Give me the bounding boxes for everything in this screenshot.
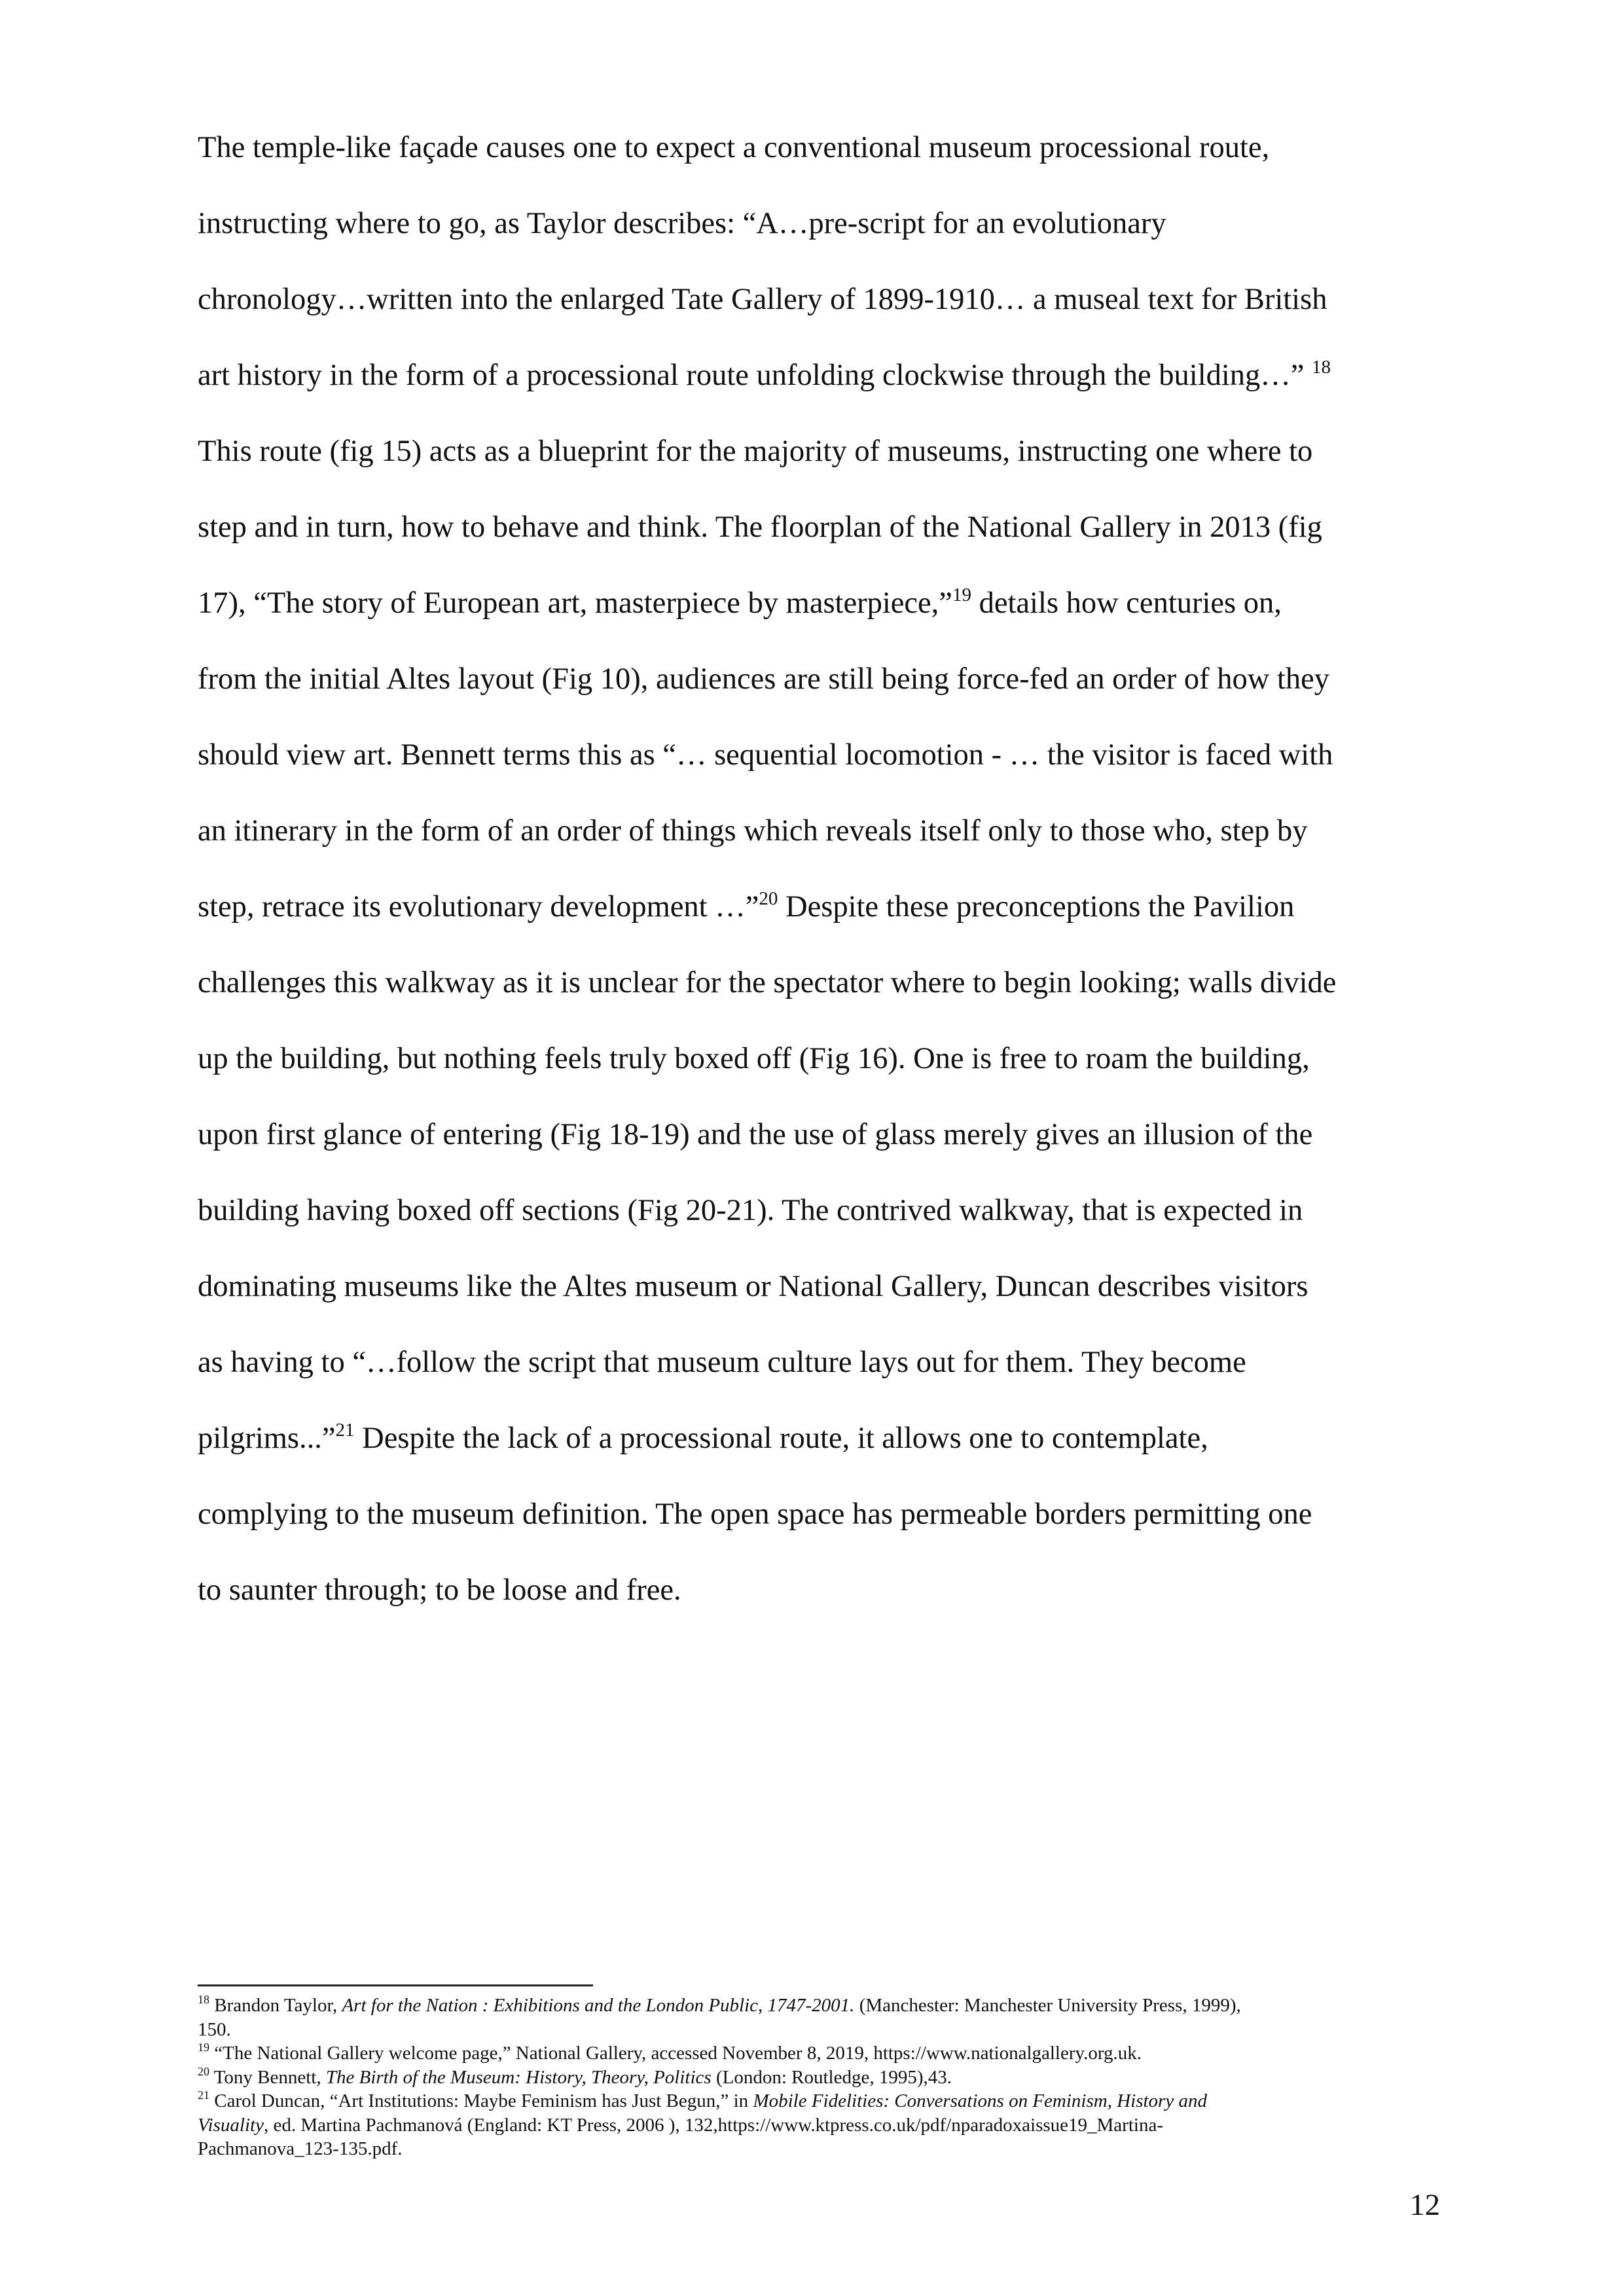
footnote-separator: [198, 1984, 593, 1986]
footnote-ref-21: 21: [335, 1420, 355, 1441]
body-line: chronology…written into the enlarged Tate Gallery of 1899-1910… a museal text for British: [198, 283, 1327, 316]
body-line: instructing where to go, as Taylor describes: “A…pre-script for an evolutionary: [198, 207, 1166, 240]
footnote-18: $^{18}$ Brandon Taylor, Art for the Nation : Exhibitions and the London Public, 1747-2001. (Manchester: Manchester University Press, 1999),: [198, 1993, 1241, 2016]
body-line: pilgrims...”$^{21}$ Despite the lack of a processional route, it allows one to contemplate,: [198, 1420, 1208, 1455]
body-line: as having to “…follow the script that museum culture lays out for them. They become: [198, 1346, 1246, 1379]
footnote-19: $^{19}$ “The National Gallery welcome page,” National Gallery, accessed November 8, 2019, https://www.nationalgallery.org.uk.: [198, 2041, 1142, 2064]
footnote-ref-18: 18: [1312, 357, 1331, 378]
footnote-18-continued: 150.: [198, 2018, 231, 2040]
body-line: The temple-like façade causes one to expect a conventional museum processional route,: [198, 131, 1270, 164]
footnote-21-continued: Visuality, ed. Martina Pachmanová (England: KT Press, 2006 ), 132,https://www.ktpress.co.uk/pdf/nparadoxaissue19_Martina-: [198, 2114, 1163, 2136]
body-line: step, retrace its evolutionary development …”$^{20}$ Despite these preconceptions the Pavilion: [198, 888, 1295, 924]
body-line: step and in turn, how to behave and think. The floorplan of the National Gallery in 2013 (fig: [198, 511, 1322, 544]
body-line: an itinerary in the form of an order of things which reveals itself only to those who, step by: [198, 814, 1308, 848]
footnote-21-continued: Pachmanova_123-135.pdf.: [198, 2138, 403, 2159]
footnote-ref-20: 20: [759, 888, 778, 909]
page-number: 12: [1409, 2189, 1440, 2222]
body-line: dominating museums like the Altes museum or National Gallery, Duncan describes visitors: [198, 1270, 1308, 1303]
body-text: [198, 110, 1441, 1628]
body-line: complying to the museum definition. The open space has permeable borders permitting one: [198, 1498, 1312, 1531]
footnote-number: 21: [198, 2089, 209, 2102]
footnote-number: 19: [198, 2041, 209, 2054]
body-line: to saunter through; to be loose and free.: [198, 1573, 681, 1607]
footnote-ref-19: 19: [952, 584, 971, 605]
body-line: from the initial Altes layout (Fig 10), audiences are still being force-fed an order of how they: [198, 662, 1330, 696]
footnote-21: $^{21}$ Carol Duncan, “Art Institutions: Maybe Feminism has Just Begun,” in Mobile Fidelities: Conversations on Feminism, History and: [198, 2089, 1207, 2111]
body-line: 17), “The story of European art, masterpiece by masterpiece,”$^{19}$ details how centuries on,: [198, 584, 1282, 620]
footnote-20: $^{20}$ Tony Bennett, The Birth of the Museum: History, Theory, Politics (London: Routledge, 1995),43.: [198, 2064, 952, 2088]
body-line: art history in the form of a processional route unfolding clockwise through the building…” $^{18}$: [198, 357, 1331, 392]
footnote-number: 20: [198, 2064, 209, 2078]
footnotes: [198, 1994, 1441, 2161]
footnote-number: 18: [198, 1993, 209, 2006]
body-line: up the building, but nothing feels truly boxed off (Fig 16). One is free to roam the building,: [198, 1042, 1310, 1075]
body-line: building having boxed off sections (Fig 20-21). The contrived walkway, that is expected in: [198, 1194, 1303, 1227]
body-line: challenges this walkway as it is unclear for the spectator where to begin looking; walls divide: [198, 966, 1337, 999]
body-line: upon first glance of entering (Fig 18-19) and the use of glass merely gives an illusion of the: [198, 1118, 1313, 1151]
body-line: This route (fig 15) acts as a blueprint for the majority of museums, instructing one where to: [198, 435, 1313, 468]
body-line: should view art. Bennett terms this as “… sequential locomotion - … the visitor is faced with: [198, 738, 1333, 772]
